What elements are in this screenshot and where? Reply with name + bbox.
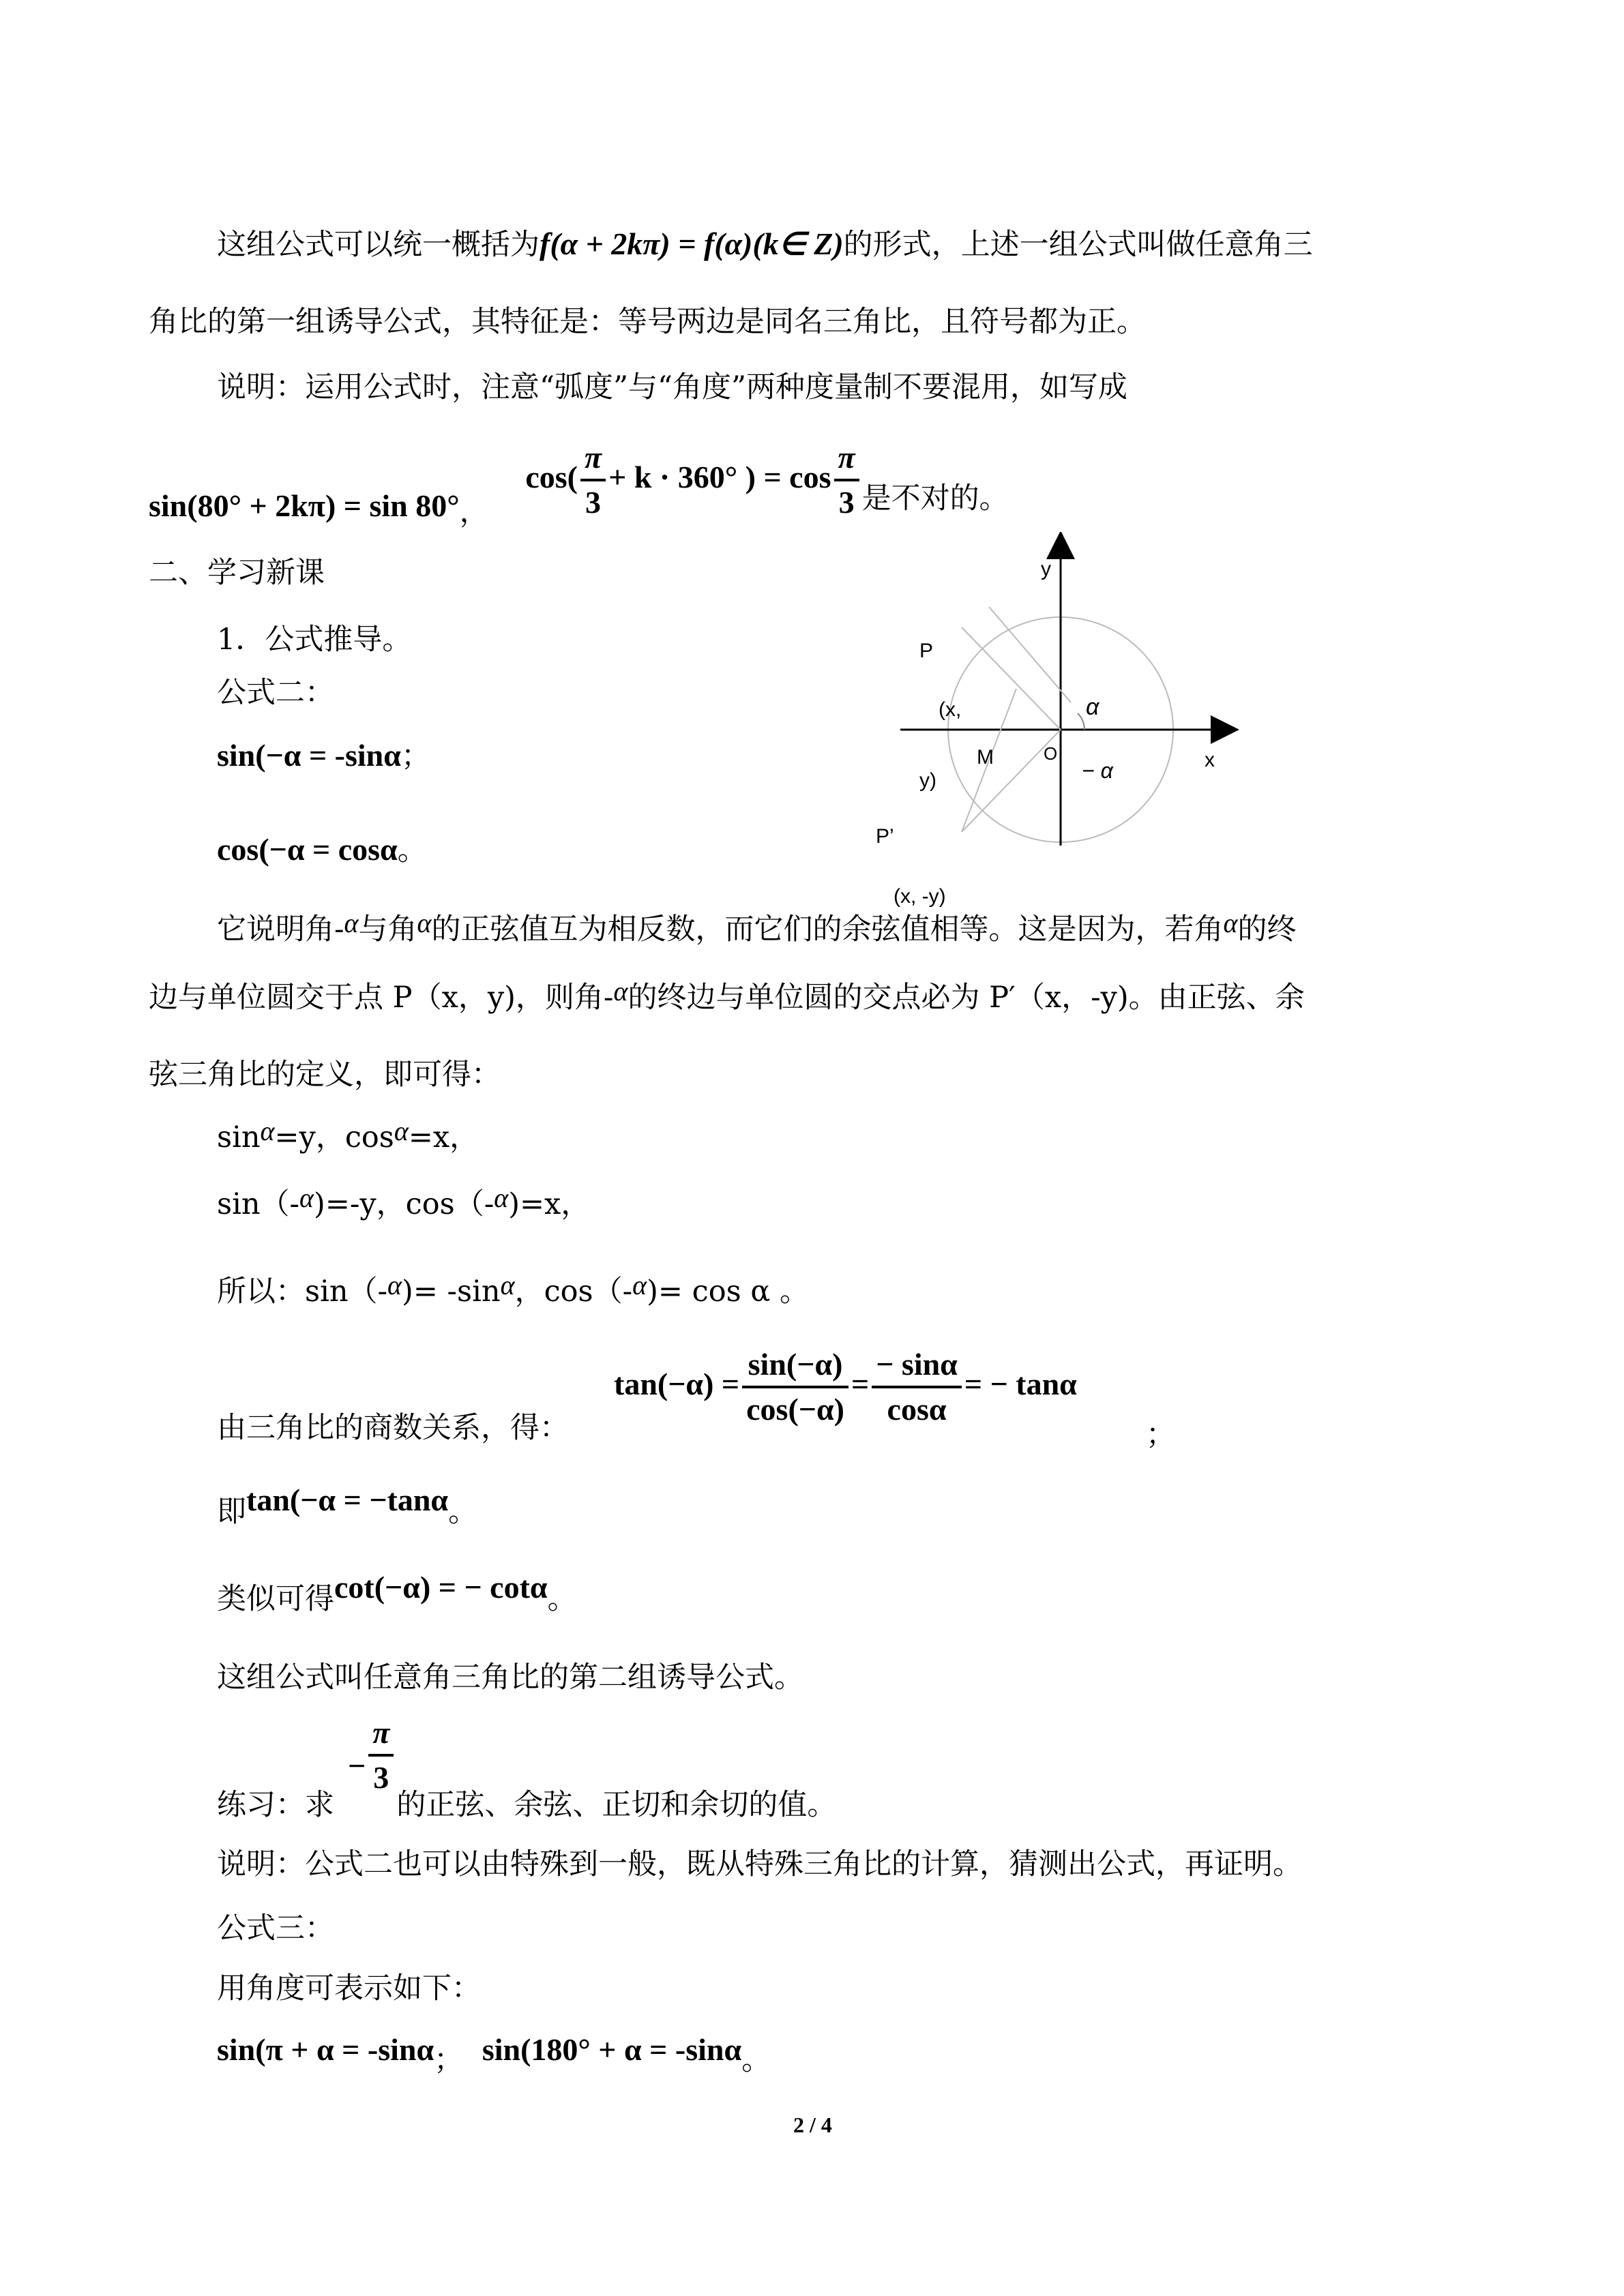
cot-line: 类似可得cot(−α) = − cotα。 <box>217 1570 577 1616</box>
tan-relation-lead: 由三角比的商数关系，得： <box>217 1411 569 1445</box>
note1-suffix: 是不对的。 <box>861 481 1009 516</box>
tan-fraction-1: $\frac{\sin(-\alpha)}{\cos(-\alpha)}$ <box>742 1343 848 1431</box>
formula2-cos: cos(−α = cosα。 <box>217 832 427 867</box>
formula2-sin: sin(−α = -sinα； <box>217 738 430 773</box>
origin-label: O <box>1044 743 1058 764</box>
neg-alpha-label: − α <box>1082 758 1113 783</box>
tan-fraction-2: $\frac{- \sin\alpha}{\cos\alpha}$ <box>872 1343 962 1431</box>
p-prime-coord: (x, -y) <box>894 885 946 908</box>
terminal-side-alpha <box>962 627 1061 730</box>
definition-1: sinα=y，cosα=x， <box>217 1116 479 1154</box>
note2: 说明：公式二也可以由特殊到一般，既从特殊三角比的计算，猜测出公式，再证明。 <box>217 1847 1302 1881</box>
paragraph1-suffix: 的形式，上述一组公式叫做任意角三 <box>843 228 1313 262</box>
m-label: M <box>977 746 994 769</box>
formula3-deg: sin(180° + α = -sinα <box>482 2032 742 2067</box>
tan-line-formula: tan(−α = −tanα <box>246 1482 449 1517</box>
example2-lhs: cos( <box>525 460 578 494</box>
page-number: 2 / 4 <box>793 2113 832 2137</box>
p-label: P <box>919 640 934 662</box>
formula3-rad: sin(π + α = -sinα <box>217 2032 434 2067</box>
p-prime-label: P’ <box>876 825 894 848</box>
y-axis-label: y <box>1041 558 1051 580</box>
therefore-line: 所以：sin（-α)= -sinα，cos（-α)= cos α 。 <box>217 1270 810 1309</box>
x-axis-label: x <box>1205 749 1215 771</box>
tan-relation-end: ； <box>1146 1418 1175 1452</box>
formula2-cos-expr: cos(−α = cosα <box>217 832 398 867</box>
periodicity-formula: f(α + 2kπ) = f(α)(k∈ Z) <box>540 226 844 261</box>
explain-line3: 弦三角比的定义，即可得： <box>149 1058 501 1092</box>
explain-line1: 它说明角-α与角α的正弦值互为相反数，而它们的余弦值相等。这是因为，若角α的终 <box>217 908 1297 946</box>
paragraph1-line2: 角比的第一组诱导公式，其特征是：等号两边是同名三角比，且符号都为正。 <box>149 305 1146 339</box>
explain-line2: 边与单位圆交于点 P（x，y)，则角-α的终边与单位圆的交点必为 P′（x，-y)。由正弦、余 <box>149 976 1305 1015</box>
example2-mid: + k · 360° ) = cos <box>608 460 831 494</box>
tan-line: 即tan(−α = −tanα。 <box>217 1482 478 1529</box>
paragraph1-prefix: 这组公式可以统一概括为 <box>217 228 540 262</box>
example1-formula: sin(80° + 2kπ) = sin 80° <box>149 488 460 523</box>
tan-relation-formula: tan(−α) = $\frac{\sin(-\alpha)}{\cos(-\alpha)}$ = $\frac{- \sin\alpha}{\cos\alpha}$ = − tanα <box>614 1343 1077 1439</box>
item1-title: 1．公式推导。 <box>217 623 412 657</box>
formula2-sin-expr: sin(−α = -sinα <box>217 738 401 773</box>
p-coord-2: y) <box>919 769 936 792</box>
angle-arc <box>1078 713 1084 730</box>
alpha-label: α <box>1086 694 1099 720</box>
formula2-title: 公式二： <box>217 676 334 710</box>
definition-2: sin（-α)=-y，cos（-α)=x， <box>217 1182 591 1221</box>
formula3-line: sin(π + α = -sinα； sin(180° + α = -sinα。 <box>217 2032 771 2077</box>
exercise-line: 练习：求− $\frac{\pi}{3}$ 的正弦、余弦、正切和余切的值。 <box>217 1712 836 1814</box>
note1-examples <box>149 436 1009 529</box>
exercise-fraction: $\frac{\pi}{3}$ <box>368 1712 394 1799</box>
section2-title: 二、学习新课 <box>149 556 325 590</box>
example-separator: ， <box>459 495 489 529</box>
summary2: 这组公式叫任意角三角比的第二组诱导公式。 <box>217 1660 803 1695</box>
paragraph1-line1 <box>217 225 1313 264</box>
p-coord-1: (x, <box>939 698 962 721</box>
unit-circle-diagram <box>859 532 1269 914</box>
note1-text: 说明：运用公式时，注意“弧度”与“角度”两种度量制不要混用，如写成 <box>217 370 1127 404</box>
example2-fraction-rhs: $\frac{\pi}{3}$ <box>834 436 859 524</box>
cot-line-formula: cot(−α) = − cotα <box>334 1570 548 1605</box>
example2-fraction: $\frac{\pi}{3}$ <box>580 436 606 524</box>
formula3-title: 公式三： <box>217 1911 334 1945</box>
tan-lhs: tan(−α) = <box>614 1367 740 1401</box>
formula3-lead: 用角度可表示如下： <box>217 1971 481 2006</box>
tan-rhs: = − tanα <box>964 1367 1077 1401</box>
